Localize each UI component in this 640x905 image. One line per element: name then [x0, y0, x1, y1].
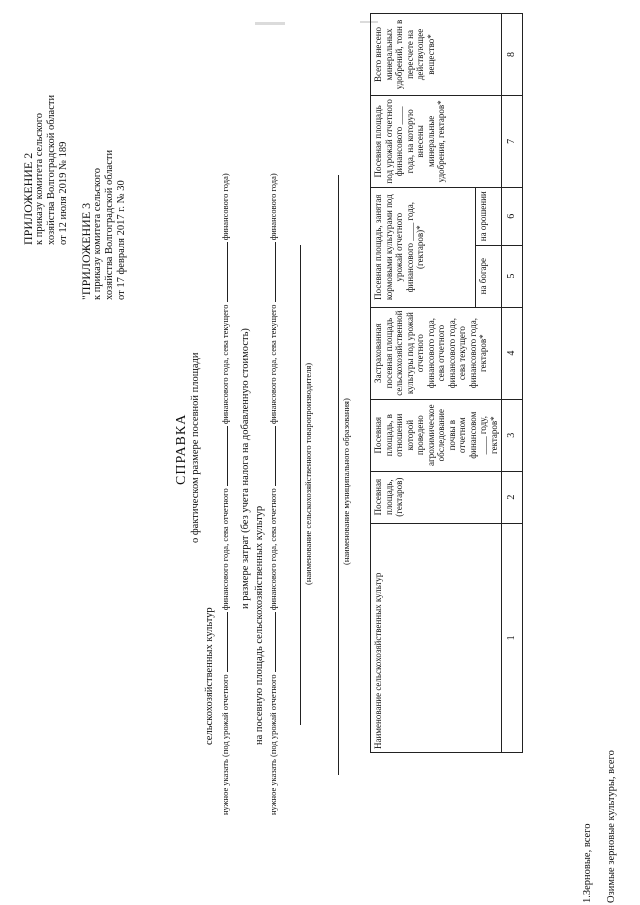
hint-1b: финансового года, сева отчетного — [220, 488, 230, 611]
doc-subtitle-3: и размере затрат (без учета налога на добавленную стоимость) — [240, 328, 251, 609]
annex-3-line: хозяйства Волгоградской области — [104, 149, 115, 300]
col-number: 5 — [502, 245, 523, 307]
row-winter-grain-total: Озимые зерновые культуры, всего — [606, 750, 617, 903]
annex-3-line: от 17 февраля 2017 г. № 30 — [116, 180, 127, 300]
blank-field[interactable] — [275, 612, 276, 672]
annex-2-line: от 12 июля 2019 № 189 — [58, 141, 69, 245]
producer-caption: (наименование сельскохозяйственного товаропроизводителя) — [303, 362, 313, 585]
hint-2a: нужное указать (под урожай отчетного — [268, 674, 278, 815]
col-number: 3 — [502, 399, 523, 471]
blank-field[interactable] — [227, 612, 228, 672]
annex-2-line: к приказу комитета сельского — [34, 112, 45, 245]
scan-mark — [255, 22, 285, 25]
doc-subtitle-2: сельскохозяйственных культур — [204, 607, 215, 745]
blank-field[interactable] — [275, 242, 276, 302]
header-crop-name: Наименование сельскохозяйственных культур — [371, 523, 502, 752]
annex-3-line: к приказу комитета сельского — [92, 167, 103, 300]
annex-3-block — [80, 80, 128, 300]
col-number: 1 — [502, 523, 523, 752]
header-agrochem-area: Посевная площадь, в отношении которой проведено агрохимическое обследование почвы в отчетном финансовом ____ году, гектаров* — [371, 399, 502, 471]
col-number: 6 — [502, 187, 523, 245]
col-number: 8 — [502, 14, 523, 96]
crop-table — [370, 13, 523, 753]
doc-title: СПРАВКА — [174, 413, 189, 485]
table-number-row — [502, 14, 523, 753]
hint-1d: финансового года) — [220, 173, 230, 241]
municipal-line[interactable] — [338, 175, 339, 775]
annex-2-line: хозяйства Волгоградской области — [46, 94, 57, 245]
municipal-caption: (наименование муниципального образования) — [341, 398, 351, 565]
table-header-row — [371, 14, 476, 753]
annex-3-title: "ПРИЛОЖЕНИЕ 3 — [79, 202, 93, 300]
hint-1c: финансового года, сева текущего — [220, 304, 230, 425]
col-number: 7 — [502, 95, 523, 187]
header-forage-area: Посевная площадь, занятая кормовыми культурами под урожай отчетного финансового ____ года, (гектаров)* — [371, 187, 476, 307]
header-fertilizer-total: Всего внесено минеральных удобрений, тонн в пересчете на действующее вещество* — [371, 14, 502, 96]
hint-2c: финансового года, сева текущего — [268, 304, 278, 425]
blank-field[interactable] — [227, 426, 228, 486]
col-number: 2 — [502, 471, 523, 523]
col-number: 4 — [502, 307, 523, 399]
header-irrigated: на орошении — [476, 187, 502, 245]
doc-subtitle-1: о фактическом размере посевной площади — [190, 352, 201, 543]
hint-1a: нужное указать (под урожай отчетного — [220, 674, 230, 815]
header-fertilized-area: Посевная площадь под урожай отчетного финансового ____ года, на которую внесены минеральные удобрения, гектаров* — [371, 95, 502, 187]
header-rainfed: на богаре — [476, 245, 502, 307]
hint-2b: финансового года, сева отчетного — [268, 488, 278, 611]
blank-field[interactable] — [275, 426, 276, 486]
header-sown-area: Посевная площадь, (гектаров) — [371, 471, 502, 523]
row-grain-total: 1.Зерновые, всего — [582, 823, 593, 903]
hint-line-2 — [268, 35, 278, 815]
blank-field[interactable] — [227, 242, 228, 302]
annex-2-title: ПРИЛОЖЕНИЕ 2 — [21, 152, 35, 245]
hint-line-1 — [220, 35, 230, 815]
hint-2d: финансового года) — [268, 173, 278, 241]
header-insured-area: Застрахованная посевная площадь сельскохозяйственной культуры под урожай отчетного финансового года, сева отчетного финансового года, сева текущего финансового года, гектаров* — [371, 307, 502, 399]
producer-line[interactable] — [300, 245, 301, 725]
annex-2-block — [22, 25, 70, 245]
doc-subtitle-4: на посевную площадь сельскохозяйственных культур — [254, 505, 265, 745]
